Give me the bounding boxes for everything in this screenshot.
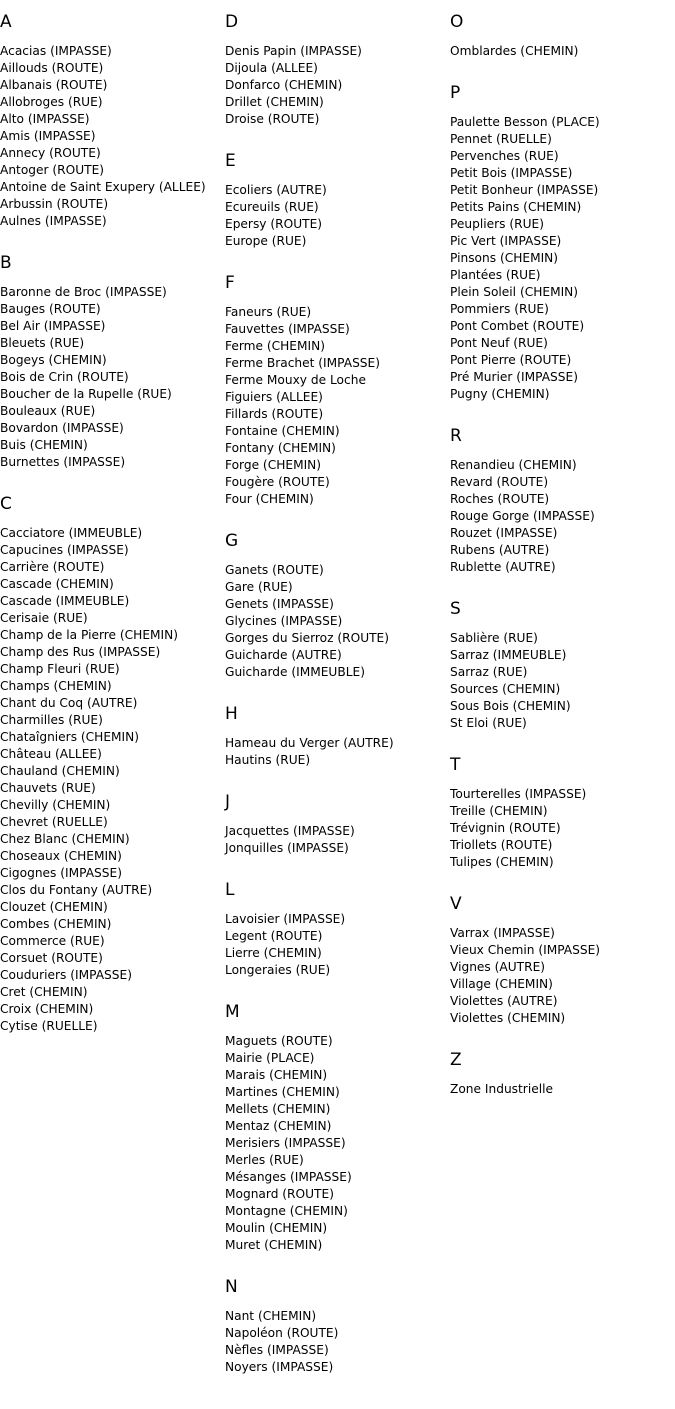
street-link[interactable]: Commerce (RUE)	[0, 934, 105, 948]
street-link[interactable]: Paulette Besson (PLACE)	[450, 115, 600, 129]
street-link[interactable]: Champ des Rus (IMPASSE)	[0, 645, 161, 659]
letter-heading: B	[0, 253, 12, 273]
street-link[interactable]: Vieux Chemin (IMPASSE)	[450, 943, 601, 957]
street-link[interactable]: Bel Air (IMPASSE)	[0, 319, 106, 333]
street-link[interactable]: Rouzet (IMPASSE)	[450, 526, 558, 540]
street-list	[225, 823, 450, 857]
street-link[interactable]: Martines (CHEMIN)	[225, 1085, 340, 1099]
street-link[interactable]: Champ Fleuri (RUE)	[0, 662, 120, 676]
street-link[interactable]: Nèfles (IMPASSE)	[225, 1343, 329, 1357]
street-link[interactable]: Hautins (RUE)	[225, 753, 311, 767]
street-link[interactable]: Bois de Crin (ROUTE)	[0, 370, 129, 384]
street-link[interactable]: Europe (RUE)	[225, 234, 307, 248]
street-column	[450, 12, 675, 1121]
street-link[interactable]: Bauges (ROUTE)	[0, 302, 101, 316]
letter-heading: S	[450, 599, 461, 619]
letter-group	[450, 426, 675, 576]
street-link[interactable]: Cacciatore (IMMEUBLE)	[0, 526, 143, 540]
letter-heading: V	[450, 894, 462, 914]
street-link[interactable]: Capucines (IMPASSE)	[0, 543, 129, 557]
letter-heading: Z	[450, 1050, 462, 1070]
street-column	[0, 12, 225, 1058]
street-link[interactable]: Cytise (RUELLE)	[0, 1019, 98, 1033]
street-link[interactable]: Chez Blanc (CHEMIN)	[0, 832, 130, 846]
street-link[interactable]: Pennet (RUELLE)	[450, 132, 552, 146]
street-link[interactable]: Pont Pierre (ROUTE)	[450, 353, 572, 367]
street-link[interactable]: Ganets (ROUTE)	[225, 563, 324, 577]
street-link[interactable]: Charmilles (RUE)	[0, 713, 103, 727]
street-list	[0, 43, 225, 230]
street-link[interactable]: Donfarco (CHEMIN)	[225, 78, 343, 92]
street-link[interactable]: Pic Vert (IMPASSE)	[450, 234, 562, 248]
street-list	[225, 1308, 450, 1376]
street-link[interactable]: Lavoisier (IMPASSE)	[225, 912, 346, 926]
street-list	[450, 925, 675, 1027]
street-link[interactable]: Amis (IMPASSE)	[0, 129, 96, 143]
street-link[interactable]: Chevret (RUELLE)	[0, 815, 108, 829]
letter-group	[225, 1002, 450, 1254]
street-link[interactable]: Longeraies (RUE)	[225, 963, 331, 977]
street-link[interactable]: Clouzet (CHEMIN)	[0, 900, 108, 914]
letter-group	[450, 755, 675, 871]
street-link[interactable]: Zone Industrielle	[450, 1082, 553, 1096]
street-list	[450, 786, 675, 871]
street-list	[225, 1033, 450, 1254]
street-link[interactable]: Mellets (CHEMIN)	[225, 1102, 331, 1116]
letter-heading: A	[0, 12, 12, 32]
street-link[interactable]: Fillards (ROUTE)	[225, 407, 324, 421]
street-link[interactable]: Petits Pains (CHEMIN)	[450, 200, 582, 214]
street-list	[450, 630, 675, 732]
street-link[interactable]: Château (ALLEE)	[0, 747, 102, 761]
street-link[interactable]: Village (CHEMIN)	[450, 977, 553, 991]
street-link[interactable]: Treille (CHEMIN)	[450, 804, 548, 818]
street-link[interactable]: Triollets (ROUTE)	[450, 838, 553, 852]
street-link[interactable]: Montagne (CHEMIN)	[225, 1204, 348, 1218]
letter-heading: P	[450, 83, 461, 103]
street-link[interactable]: Ecureuils (RUE)	[225, 200, 319, 214]
street-link[interactable]: Pont Neuf (RUE)	[450, 336, 548, 350]
street-link[interactable]: Pinsons (CHEMIN)	[450, 251, 559, 265]
street-link[interactable]: Allobroges (RUE)	[0, 95, 103, 109]
street-link[interactable]: Genets (IMPASSE)	[225, 597, 334, 611]
street-link[interactable]: Fauvettes (IMPASSE)	[225, 322, 350, 336]
letter-heading: F	[225, 273, 235, 293]
letter-group	[225, 12, 450, 128]
letter-group	[225, 273, 450, 508]
street-link[interactable]: Aulnes (IMPASSE)	[0, 214, 107, 228]
street-link[interactable]: Champs (CHEMIN)	[0, 679, 112, 693]
street-link[interactable]: Hameau du Verger (AUTRE)	[225, 736, 394, 750]
letter-group	[225, 880, 450, 979]
street-link[interactable]: Violettes (AUTRE)	[450, 994, 558, 1008]
street-list	[0, 284, 225, 471]
street-link[interactable]: Drillet (CHEMIN)	[225, 95, 324, 109]
street-link[interactable]: Cigognes (IMPASSE)	[0, 866, 122, 880]
street-link[interactable]: Antoine de Saint Exupery (ALLEE)	[0, 180, 206, 194]
street-link[interactable]: Combes (CHEMIN)	[0, 917, 112, 931]
street-link[interactable]: Plein Soleil (CHEMIN)	[450, 285, 579, 299]
letter-heading: L	[225, 880, 235, 900]
letter-group	[0, 12, 225, 230]
letter-group	[450, 894, 675, 1027]
street-list	[450, 1081, 675, 1098]
street-link[interactable]: Merisiers (IMPASSE)	[225, 1136, 346, 1150]
street-link[interactable]: Tourterelles (IMPASSE)	[450, 787, 587, 801]
street-link[interactable]: Arbussin (ROUTE)	[0, 197, 109, 211]
street-link[interactable]: Petit Bois (IMPASSE)	[450, 166, 573, 180]
street-link[interactable]: Mésanges (IMPASSE)	[225, 1170, 352, 1184]
street-link[interactable]: Peupliers (RUE)	[450, 217, 544, 231]
street-list	[225, 304, 450, 508]
street-link[interactable]: Figuiers (ALLEE)	[225, 390, 323, 404]
street-link[interactable]: Mentaz (CHEMIN)	[225, 1119, 332, 1133]
street-link[interactable]: Rublette (AUTRE)	[450, 560, 556, 574]
street-link[interactable]: Chauvets (RUE)	[0, 781, 96, 795]
street-link[interactable]: Gorges du Sierroz (ROUTE)	[225, 631, 390, 645]
street-link[interactable]: Corsuet (ROUTE)	[0, 951, 103, 965]
street-link[interactable]: Chevilly (CHEMIN)	[0, 798, 111, 812]
letter-heading: T	[450, 755, 461, 775]
street-link[interactable]: Noyers (IMPASSE)	[225, 1360, 334, 1374]
letter-group	[450, 1050, 675, 1098]
letter-group	[225, 531, 450, 681]
street-link[interactable]: Tulipes (CHEMIN)	[450, 855, 554, 869]
street-link[interactable]: Jacquettes (IMPASSE)	[225, 824, 355, 838]
street-list	[450, 114, 675, 403]
street-link[interactable]: Petit Bonheur (IMPASSE)	[450, 183, 599, 197]
letter-group	[450, 599, 675, 732]
street-link[interactable]: Violettes (CHEMIN)	[450, 1011, 566, 1025]
street-link[interactable]: Napoléon (ROUTE)	[225, 1326, 339, 1340]
street-link[interactable]: Choseaux (CHEMIN)	[0, 849, 122, 863]
street-link[interactable]: St Eloi (RUE)	[450, 716, 527, 730]
street-link[interactable]: Legent (ROUTE)	[225, 929, 323, 943]
street-link[interactable]: Moulin (CHEMIN)	[225, 1221, 328, 1235]
letter-heading: O	[450, 12, 464, 32]
street-link[interactable]: Glycines (IMPASSE)	[225, 614, 343, 628]
street-link[interactable]: Droise (ROUTE)	[225, 112, 320, 126]
street-link[interactable]: Pré Murier (IMPASSE)	[450, 370, 578, 384]
letter-heading: J	[225, 792, 231, 812]
letter-group	[0, 253, 225, 471]
street-link[interactable]: Baronne de Broc (IMPASSE)	[0, 285, 167, 299]
street-link[interactable]: Epersy (ROUTE)	[225, 217, 323, 231]
street-link[interactable]: Revard (ROUTE)	[450, 475, 549, 489]
street-link[interactable]: Ferme (CHEMIN)	[225, 339, 325, 353]
letter-heading: N	[225, 1277, 238, 1297]
street-link[interactable]: Pont Combet (ROUTE)	[450, 319, 585, 333]
street-link[interactable]: Chataîgniers (CHEMIN)	[0, 730, 140, 744]
street-link[interactable]: Sablière (RUE)	[450, 631, 538, 645]
street-link[interactable]: Sarraz (IMMEUBLE)	[450, 648, 567, 662]
letter-heading: G	[225, 531, 239, 551]
letter-group	[225, 151, 450, 250]
street-link[interactable]: Fontaine (CHEMIN)	[225, 424, 340, 438]
street-link[interactable]: Mairie (PLACE)	[225, 1051, 315, 1065]
street-link[interactable]: Bogeys (CHEMIN)	[0, 353, 107, 367]
street-link[interactable]: Champ de la Pierre (CHEMIN)	[0, 628, 179, 642]
street-link[interactable]: Dijoula (ALLEE)	[225, 61, 318, 75]
street-link[interactable]: Cascade (IMMEUBLE)	[0, 594, 130, 608]
street-link[interactable]: Couduriers (IMPASSE)	[0, 968, 132, 982]
street-link[interactable]: Boucher de la Rupelle (RUE)	[0, 387, 172, 401]
street-link[interactable]: Faneurs (RUE)	[225, 305, 312, 319]
letter-group	[450, 83, 675, 403]
letter-group	[225, 704, 450, 769]
street-link[interactable]: Antoger (ROUTE)	[0, 163, 105, 177]
street-link[interactable]: Croix (CHEMIN)	[0, 1002, 94, 1016]
street-list	[225, 911, 450, 979]
street-list	[450, 457, 675, 576]
street-link[interactable]: Sources (CHEMIN)	[450, 682, 561, 696]
street-link[interactable]: Albanais (ROUTE)	[0, 78, 108, 92]
street-link[interactable]: Ecoliers (AUTRE)	[225, 183, 327, 197]
street-link[interactable]: Pervenches (RUE)	[450, 149, 559, 163]
street-link[interactable]: Trévignin (ROUTE)	[450, 821, 561, 835]
street-link[interactable]: Bleuets (RUE)	[0, 336, 85, 350]
street-link[interactable]: Ferme Brachet (IMPASSE)	[225, 356, 380, 370]
street-link[interactable]: Gare (RUE)	[225, 580, 293, 594]
street-link[interactable]: Aillouds (ROUTE)	[0, 61, 104, 75]
street-link[interactable]: Renandieu (CHEMIN)	[450, 458, 577, 472]
street-list	[225, 735, 450, 769]
letter-heading: M	[225, 1002, 240, 1022]
street-link[interactable]: Four (CHEMIN)	[225, 492, 314, 506]
letter-group	[225, 1277, 450, 1376]
street-link[interactable]: Lierre (CHEMIN)	[225, 946, 322, 960]
street-link[interactable]: Rouge Gorge (IMPASSE)	[450, 509, 595, 523]
street-link[interactable]: Maguets (ROUTE)	[225, 1034, 333, 1048]
street-link[interactable]: Fougère (ROUTE)	[225, 475, 330, 489]
street-link[interactable]: Guicharde (AUTRE)	[225, 648, 342, 662]
street-link[interactable]: Vignes (AUTRE)	[450, 960, 546, 974]
street-link[interactable]: Annecy (ROUTE)	[0, 146, 101, 160]
street-link[interactable]: Rubens (AUTRE)	[450, 543, 550, 557]
street-list	[225, 182, 450, 250]
letter-heading: H	[225, 704, 238, 724]
street-link[interactable]: Chauland (CHEMIN)	[0, 764, 120, 778]
street-list	[450, 43, 675, 60]
street-link[interactable]: Bovardon (IMPASSE)	[0, 421, 124, 435]
street-link[interactable]: Pommiers (RUE)	[450, 302, 549, 316]
street-link[interactable]: Cerisaie (RUE)	[0, 611, 88, 625]
street-link[interactable]: Guicharde (IMMEUBLE)	[225, 665, 365, 679]
street-link[interactable]: Buis (CHEMIN)	[0, 438, 88, 452]
street-link[interactable]: Nant (CHEMIN)	[225, 1309, 317, 1323]
letter-heading: E	[225, 151, 236, 171]
letter-heading: R	[450, 426, 462, 446]
street-link[interactable]: Acacias (IMPASSE)	[0, 44, 112, 58]
street-link[interactable]: Chant du Coq (AUTRE)	[0, 696, 138, 710]
street-link[interactable]: Clos du Fontany (AUTRE)	[0, 883, 153, 897]
letter-group	[0, 494, 225, 1035]
street-link[interactable]: Marais (CHEMIN)	[225, 1068, 328, 1082]
street-link[interactable]: Denis Papin (IMPASSE)	[225, 44, 362, 58]
street-link[interactable]: Roches (ROUTE)	[450, 492, 550, 506]
street-column	[225, 12, 450, 1399]
street-list	[225, 562, 450, 681]
street-link[interactable]: Alto (IMPASSE)	[0, 112, 90, 126]
street-link[interactable]: Cret (CHEMIN)	[0, 985, 88, 999]
street-link[interactable]: Cascade (CHEMIN)	[0, 577, 114, 591]
street-link[interactable]: Omblardes (CHEMIN)	[450, 44, 579, 58]
letter-heading: C	[0, 494, 12, 514]
street-link[interactable]: Sarraz (RUE)	[450, 665, 528, 679]
street-link[interactable]: Burnettes (IMPASSE)	[0, 455, 126, 469]
letter-group	[225, 792, 450, 857]
street-link[interactable]: Mognard (ROUTE)	[225, 1187, 334, 1201]
street-link[interactable]: Merles (RUE)	[225, 1153, 304, 1167]
street-link[interactable]: Ferme Mouxy de Loche	[225, 373, 366, 387]
street-list	[225, 43, 450, 128]
street-link[interactable]: Plantées (RUE)	[450, 268, 541, 282]
letter-group	[450, 12, 675, 60]
street-link[interactable]: Carrière (ROUTE)	[0, 560, 105, 574]
street-link[interactable]: Varrax (IMPASSE)	[450, 926, 555, 940]
street-link[interactable]: Pugny (CHEMIN)	[450, 387, 550, 401]
street-link[interactable]: Sous Bois (CHEMIN)	[450, 699, 571, 713]
street-link[interactable]: Forge (CHEMIN)	[225, 458, 322, 472]
street-link[interactable]: Bouleaux (RUE)	[0, 404, 96, 418]
street-link[interactable]: Muret (CHEMIN)	[225, 1238, 323, 1252]
letter-heading: D	[225, 12, 239, 32]
street-link[interactable]: Jonquilles (IMPASSE)	[225, 841, 349, 855]
street-list	[0, 525, 225, 1035]
street-link[interactable]: Fontany (CHEMIN)	[225, 441, 336, 455]
